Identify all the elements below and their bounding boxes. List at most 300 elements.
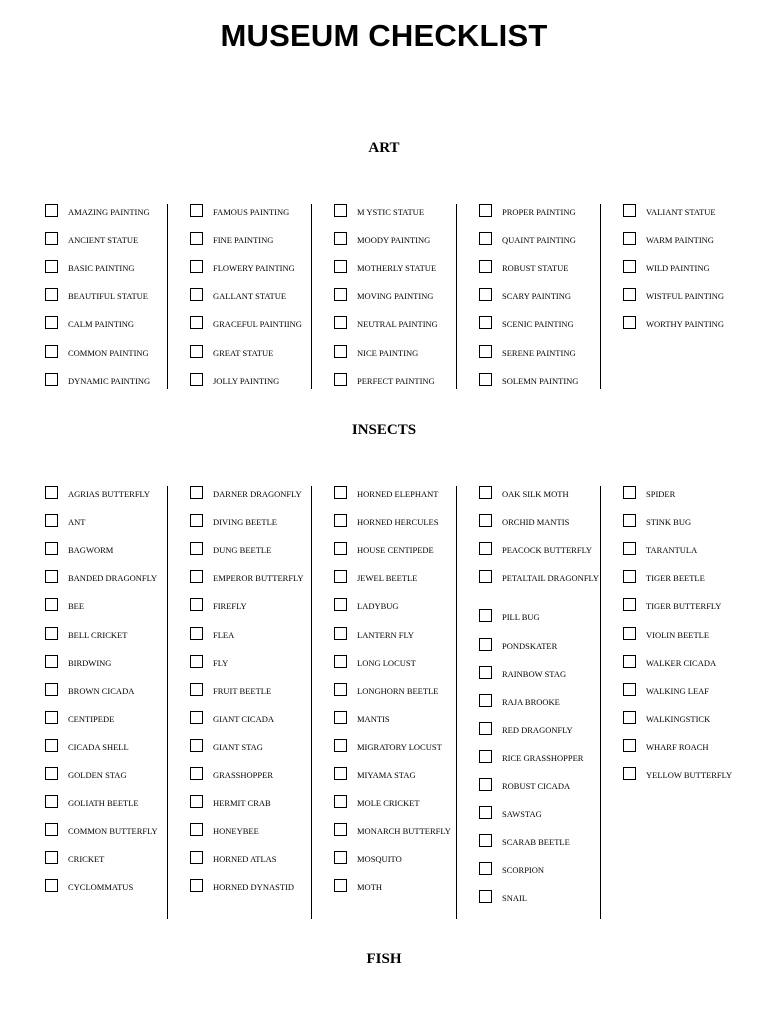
checklist-item-label: FLY <box>213 657 229 668</box>
checkbox[interactable] <box>334 232 347 245</box>
checklist-item[interactable] <box>45 711 201 725</box>
column-divider <box>456 204 457 389</box>
checkbox[interactable] <box>190 260 203 273</box>
checklist-item-label: COMMON PAINTING <box>68 347 149 358</box>
checklist-item[interactable] <box>190 823 346 837</box>
checkbox[interactable] <box>45 711 58 724</box>
checkbox[interactable] <box>45 879 58 892</box>
checkbox[interactable] <box>45 851 58 864</box>
checklist-item[interactable] <box>334 542 490 556</box>
checklist-item-label: SCARAB BEETLE <box>502 837 570 848</box>
checkbox[interactable] <box>190 739 203 752</box>
checklist-item-label: RAJA BROOKE <box>502 696 560 707</box>
checkbox[interactable] <box>334 739 347 752</box>
checklist-item[interactable] <box>190 288 346 302</box>
checklist-item[interactable] <box>479 778 640 792</box>
checkbox[interactable] <box>623 598 636 611</box>
checkbox[interactable] <box>623 683 636 696</box>
checkbox[interactable] <box>190 542 203 555</box>
checkbox[interactable] <box>190 373 203 386</box>
checklist-item[interactable] <box>334 739 490 753</box>
checklist-item-label: FAMOUS PAINTING <box>213 207 290 217</box>
checkbox[interactable] <box>479 486 492 499</box>
checkbox[interactable] <box>479 806 492 819</box>
checklist-item-label: SCORPION <box>502 865 545 876</box>
checklist-item[interactable] <box>190 879 346 893</box>
checkbox[interactable] <box>623 655 636 668</box>
checkbox[interactable] <box>623 570 636 583</box>
checklist-item[interactable] <box>479 806 640 820</box>
checkbox[interactable] <box>623 739 636 752</box>
section-heading-fish: FISH <box>366 951 402 967</box>
checklist-item-label: FINE PAINTING <box>213 235 274 246</box>
checklist-item[interactable] <box>45 851 201 865</box>
checklist-item-label: AMAZING PAINTING <box>68 207 150 217</box>
checklist-item-label: MIYAMA STAG <box>357 770 416 780</box>
checklist-item-label: SNAIL <box>502 893 528 904</box>
checklist-item[interactable] <box>45 486 201 500</box>
checklist-item[interactable] <box>479 666 640 680</box>
checkbox[interactable] <box>479 722 492 735</box>
checklist-item-label: HORNED ELEPHANT <box>357 489 439 499</box>
checklist-item-label: SCENIC PAINTING <box>502 319 574 330</box>
checkbox[interactable] <box>334 767 347 780</box>
checklist-item[interactable] <box>479 862 640 876</box>
checklist-item-label: STINK BUG <box>646 517 692 528</box>
checklist-item[interactable] <box>334 232 490 246</box>
checklist-item-label: GRACEFUL PAINTIING <box>213 319 302 330</box>
checklist-item[interactable] <box>334 655 490 669</box>
checkbox[interactable] <box>623 316 636 329</box>
checklist-item[interactable] <box>45 345 201 359</box>
checkbox[interactable] <box>45 204 58 217</box>
checklist-item-label: WALKING LEAF <box>646 685 710 696</box>
checklist-item[interactable] <box>479 345 640 359</box>
checklist-item[interactable] <box>334 627 490 641</box>
checklist-item-label: BELL CRICKET <box>68 629 128 640</box>
checklist-item-label: PEACOCK BUTTERFLY <box>502 545 593 556</box>
checklist-item-label: OAK SILK MOTH <box>502 489 569 499</box>
checklist-item[interactable] <box>479 486 640 500</box>
checklist-item[interactable] <box>334 514 490 528</box>
checklist-item[interactable] <box>479 204 640 218</box>
checklist-item-label: WORTHY PAINTING <box>646 319 724 330</box>
checklist-item-label: HORNED DYNASTID <box>213 882 294 893</box>
checklist-item[interactable] <box>45 627 201 641</box>
checkbox[interactable] <box>479 570 492 583</box>
checkbox[interactable] <box>479 834 492 847</box>
checklist-item-label: ANCIENT STATUE <box>68 235 139 246</box>
checkbox[interactable] <box>190 851 203 864</box>
checklist-item-label: WALKINGSTICK <box>646 713 711 724</box>
checklist-item[interactable] <box>334 851 490 865</box>
checklist-item-label: GRASSHOPPER <box>213 770 273 780</box>
checkbox[interactable] <box>190 655 203 668</box>
checklist-item[interactable] <box>190 570 346 584</box>
checklist-item[interactable] <box>190 767 346 781</box>
checklist-item[interactable] <box>479 890 640 904</box>
checklist-item-label: GALLANT STATUE <box>213 291 287 302</box>
checklist-item[interactable] <box>623 260 768 274</box>
checklist-item[interactable] <box>190 486 346 500</box>
checklist-item[interactable] <box>623 627 768 641</box>
checklist-item-label: FLOWERY PAINTING <box>213 263 295 274</box>
checkbox[interactable] <box>479 778 492 791</box>
checklist-item[interactable] <box>334 598 490 612</box>
checklist-item-label: TARANTULA <box>646 545 698 556</box>
checklist-item[interactable] <box>623 767 768 781</box>
checklist-item-label: HORNED ATLAS <box>213 854 277 865</box>
checklist-item[interactable] <box>45 542 201 556</box>
checkbox[interactable] <box>334 514 347 527</box>
checkbox[interactable] <box>623 288 636 301</box>
checkbox[interactable] <box>334 655 347 668</box>
checkbox[interactable] <box>479 694 492 707</box>
checkbox[interactable] <box>479 750 492 763</box>
checkbox[interactable] <box>190 627 203 640</box>
checklist-item-label: TIGER BUTTERFLY <box>646 601 722 612</box>
insects-checklist <box>0 486 768 919</box>
checklist-item[interactable] <box>190 851 346 865</box>
checklist-item-label: ROBUST STATUE <box>502 263 569 274</box>
checklist-item-label: MOVING PAINTING <box>357 291 434 302</box>
checklist-item[interactable] <box>45 655 201 669</box>
art-checklist <box>0 204 768 389</box>
checklist-item[interactable] <box>479 316 640 330</box>
checklist-item[interactable] <box>190 598 346 612</box>
checklist-item-label: GIANT CICADA <box>213 713 274 724</box>
checklist-item[interactable] <box>334 288 490 302</box>
checklist-item[interactable] <box>45 598 201 612</box>
checkbox[interactable] <box>190 345 203 358</box>
checkbox[interactable] <box>45 683 58 696</box>
checklist-item[interactable] <box>45 373 201 387</box>
checkbox[interactable] <box>190 232 203 245</box>
checkbox[interactable] <box>623 711 636 724</box>
checkbox[interactable] <box>623 514 636 527</box>
checklist-item-label: RED DRAGONFLY <box>502 724 573 735</box>
checklist-item[interactable] <box>334 879 490 893</box>
checklist-item[interactable] <box>45 823 201 837</box>
checkbox[interactable] <box>479 638 492 651</box>
checklist-item[interactable] <box>190 260 346 274</box>
checkbox[interactable] <box>479 204 492 217</box>
checklist-item[interactable] <box>623 288 768 302</box>
checkbox[interactable] <box>479 373 492 386</box>
checkbox[interactable] <box>334 627 347 640</box>
checklist-item-label: CICADA SHELL <box>68 741 129 752</box>
checklist-item-label: WALKER CICADA <box>646 657 717 668</box>
checklist-item[interactable] <box>479 834 640 848</box>
checklist-item-label: QUAINT PAINTING <box>502 235 576 246</box>
checklist-item-label: CALM PAINTING <box>68 319 135 330</box>
checkbox[interactable] <box>479 345 492 358</box>
checklist-item-label: BIRDWING <box>68 657 112 668</box>
checklist-item[interactable] <box>45 795 201 809</box>
checklist-item[interactable] <box>479 570 640 584</box>
checklist-item-label: VIOLIN BEETLE <box>646 629 710 640</box>
checkbox[interactable] <box>190 514 203 527</box>
checklist-item[interactable] <box>334 570 490 584</box>
checklist-item[interactable] <box>334 260 490 274</box>
checklist-item[interactable] <box>45 514 201 528</box>
checklist-item-label: JEWEL BEETLE <box>357 573 418 584</box>
checkbox[interactable] <box>479 288 492 301</box>
checkbox[interactable] <box>190 823 203 836</box>
checklist-item-label: WHARF ROACH <box>646 741 709 752</box>
checkbox[interactable] <box>45 767 58 780</box>
checkbox[interactable] <box>334 598 347 611</box>
checkbox[interactable] <box>45 598 58 611</box>
checkbox[interactable] <box>45 514 58 527</box>
checkbox[interactable] <box>334 851 347 864</box>
checkbox[interactable] <box>479 316 492 329</box>
checklist-item[interactable] <box>190 683 346 697</box>
checklist-item[interactable] <box>623 711 768 725</box>
checkbox[interactable] <box>190 204 203 217</box>
checklist-item[interactable] <box>479 722 640 736</box>
checkbox[interactable] <box>190 570 203 583</box>
checkbox[interactable] <box>334 486 347 499</box>
checklist-item[interactable] <box>334 316 490 330</box>
checklist-item-label: HORNED HERCULES <box>357 517 439 528</box>
checklist-item[interactable] <box>190 655 346 669</box>
checkbox[interactable] <box>334 879 347 892</box>
checkbox[interactable] <box>190 711 203 724</box>
checklist-item-label: GREAT STATUE <box>213 347 274 358</box>
checklist-item-label: LONG LOCUST <box>357 657 416 668</box>
column-divider <box>600 204 601 389</box>
checkbox[interactable] <box>45 795 58 808</box>
checklist-item-label: DUNG BEETLE <box>213 545 272 556</box>
checkbox[interactable] <box>623 542 636 555</box>
checkbox[interactable] <box>479 260 492 273</box>
checklist-item-label: LADYBUG <box>357 601 399 612</box>
checklist-item-label: NEUTRAL PAINTING <box>357 319 438 330</box>
column-divider <box>167 204 168 389</box>
checklist-item[interactable] <box>190 232 346 246</box>
checklist-item[interactable] <box>45 260 201 274</box>
checklist-item-label: BANDED DRAGONFLY <box>68 573 158 584</box>
checkbox[interactable] <box>334 683 347 696</box>
checklist-item[interactable] <box>45 570 201 584</box>
checklist-item[interactable] <box>190 373 346 387</box>
section-heading-art: ART <box>368 140 400 156</box>
checkbox[interactable] <box>623 627 636 640</box>
checklist-item[interactable] <box>45 739 201 753</box>
checklist-item-label: PROPER PAINTING <box>502 207 576 217</box>
checklist-item[interactable] <box>190 795 346 809</box>
checklist-item[interactable] <box>45 767 201 781</box>
checkbox[interactable] <box>45 345 58 358</box>
checklist-item-label: TIGER BEETLE <box>646 573 705 584</box>
checklist-item[interactable] <box>334 204 490 218</box>
checklist-item[interactable] <box>623 514 768 528</box>
checkbox[interactable] <box>334 711 347 724</box>
checklist-item-label: MOSQUITO <box>357 854 402 865</box>
checklist-item-label: ANT <box>68 517 86 528</box>
checkbox[interactable] <box>45 655 58 668</box>
checklist-item-label: CRICKET <box>68 854 105 865</box>
checklist-item-label: RICE GRASSHOPPER <box>502 752 584 763</box>
checklist-item[interactable] <box>623 739 768 753</box>
checkbox[interactable] <box>334 542 347 555</box>
checklist-item[interactable] <box>190 316 346 330</box>
checklist-item[interactable] <box>623 542 768 556</box>
checkbox[interactable] <box>45 486 58 499</box>
checklist-item[interactable] <box>334 345 490 359</box>
checkbox[interactable] <box>334 345 347 358</box>
checklist-item-label: SOLEMN PAINTING <box>502 375 579 386</box>
checklist-item[interactable] <box>623 232 768 246</box>
column-divider <box>456 486 457 919</box>
checkbox[interactable] <box>334 570 347 583</box>
checklist-item[interactable] <box>479 750 640 764</box>
page-title: MUSEUM CHECKLIST <box>220 18 548 53</box>
checkbox[interactable] <box>479 542 492 555</box>
checklist-item[interactable] <box>190 514 346 528</box>
checklist-item-label: GIANT STAG <box>213 741 263 752</box>
checkbox[interactable] <box>479 890 492 903</box>
checkbox[interactable] <box>334 795 347 808</box>
checklist-item-label: RAINBOW STAG <box>502 668 567 679</box>
checkbox[interactable] <box>45 542 58 555</box>
checklist-item-label: BASIC PAINTING <box>68 263 135 274</box>
checklist-item[interactable] <box>334 767 490 781</box>
checklist-item-label: DIVING BEETLE <box>213 517 277 528</box>
checklist-item-label: MANTIS <box>357 713 390 724</box>
checkbox[interactable] <box>334 823 347 836</box>
checklist-item-label: NICE PAINTING <box>357 347 419 358</box>
checkbox[interactable] <box>623 232 636 245</box>
checkbox[interactable] <box>45 288 58 301</box>
checklist-item[interactable] <box>479 638 640 652</box>
checklist-item[interactable] <box>623 204 768 218</box>
checklist-item-label: HERMIT CRAB <box>213 798 271 809</box>
checklist-item-label: ORCHID MANTIS <box>502 517 570 528</box>
checklist-item[interactable] <box>190 739 346 753</box>
checkbox[interactable] <box>190 879 203 892</box>
checklist-item[interactable] <box>45 683 201 697</box>
checklist-item[interactable] <box>334 823 490 837</box>
checklist-item-label: HONEYBEE <box>213 826 259 837</box>
checklist-item[interactable] <box>479 609 640 623</box>
checkbox[interactable] <box>479 514 492 527</box>
checklist-item[interactable] <box>623 486 768 500</box>
checklist-item-label: FIREFLY <box>213 601 247 612</box>
checklist-item-label: CYCLOMMATUS <box>68 882 134 893</box>
checklist-item[interactable] <box>190 542 346 556</box>
checkbox[interactable] <box>334 316 347 329</box>
checklist-item[interactable] <box>479 694 640 708</box>
checklist-item[interactable] <box>45 316 201 330</box>
checkbox[interactable] <box>190 316 203 329</box>
checklist-item[interactable] <box>623 655 768 669</box>
checkbox[interactable] <box>334 288 347 301</box>
checkbox[interactable] <box>190 795 203 808</box>
checklist-item[interactable] <box>479 260 640 274</box>
checkbox[interactable] <box>45 627 58 640</box>
checkbox[interactable] <box>623 486 636 499</box>
checklist-item[interactable] <box>479 288 640 302</box>
checklist-item[interactable] <box>334 373 490 387</box>
checklist-item-label: LANTERN FLY <box>357 629 414 640</box>
checklist-item[interactable] <box>479 373 640 387</box>
checklist-item-label: FLEA <box>213 629 235 640</box>
checklist-item[interactable] <box>623 683 768 697</box>
checklist-item-label: EMPEROR BUTTERFLY <box>213 573 304 584</box>
checklist-item-label: JOLLY PAINTING <box>213 375 280 386</box>
checkbox[interactable] <box>334 373 347 386</box>
checklist-item-label: SPIDER <box>646 489 676 499</box>
checklist-item-label: DARNER DRAGONFLY <box>213 489 302 499</box>
checkbox[interactable] <box>623 204 636 217</box>
checklist-item-label: VALIANT STATUE <box>646 207 716 217</box>
checkbox[interactable] <box>190 683 203 696</box>
checkbox[interactable] <box>45 570 58 583</box>
checklist-item[interactable] <box>623 570 768 584</box>
checklist-item[interactable] <box>45 232 201 246</box>
checkbox[interactable] <box>479 609 492 622</box>
checklist-item-label: BEAUTIFUL STATUE <box>68 291 148 302</box>
checklist-item[interactable] <box>190 204 346 218</box>
checklist-item[interactable] <box>479 232 640 246</box>
checklist-item[interactable] <box>45 879 201 893</box>
checkbox[interactable] <box>45 373 58 386</box>
checklist-item[interactable] <box>334 795 490 809</box>
checkbox[interactable] <box>479 862 492 875</box>
checkbox[interactable] <box>45 260 58 273</box>
checklist-item-label: BEE <box>68 601 85 612</box>
checkbox[interactable] <box>45 823 58 836</box>
checklist-item[interactable] <box>190 627 346 641</box>
checkbox[interactable] <box>479 666 492 679</box>
column-divider <box>311 204 312 389</box>
checklist-item[interactable] <box>479 514 640 528</box>
checklist-item[interactable] <box>190 711 346 725</box>
checklist-item[interactable] <box>190 345 346 359</box>
checkbox[interactable] <box>190 767 203 780</box>
checkbox[interactable] <box>45 232 58 245</box>
checklist-item[interactable] <box>479 542 640 556</box>
checkbox[interactable] <box>190 598 203 611</box>
checklist-item[interactable] <box>334 486 490 500</box>
checklist-item-label: BAGWORM <box>68 545 114 556</box>
checklist-item-label: M YSTIC STATUE <box>357 207 425 217</box>
checkbox[interactable] <box>479 232 492 245</box>
column-divider <box>600 486 601 919</box>
checkbox[interactable] <box>334 260 347 273</box>
checklist-item-label: SCARY PAINTING <box>502 291 572 302</box>
checkbox[interactable] <box>45 316 58 329</box>
checklist-item[interactable] <box>334 711 490 725</box>
checklist-item-label: GOLIATH BEETLE <box>68 798 139 809</box>
checklist-item-label: PONDSKATER <box>502 640 558 651</box>
checkbox[interactable] <box>623 260 636 273</box>
checklist-item[interactable] <box>623 316 768 330</box>
checklist-item[interactable] <box>45 204 201 218</box>
section-heading-insects: INSECTS <box>351 422 417 438</box>
checklist-item-label: HOUSE CENTIPEDE <box>357 545 434 556</box>
checkbox[interactable] <box>45 739 58 752</box>
checkbox[interactable] <box>190 486 203 499</box>
checkbox[interactable] <box>190 288 203 301</box>
checklist-item[interactable] <box>334 683 490 697</box>
checkbox[interactable] <box>623 767 636 780</box>
checklist-item[interactable] <box>623 598 768 612</box>
checklist-item[interactable] <box>45 288 201 302</box>
checkbox[interactable] <box>334 204 347 217</box>
